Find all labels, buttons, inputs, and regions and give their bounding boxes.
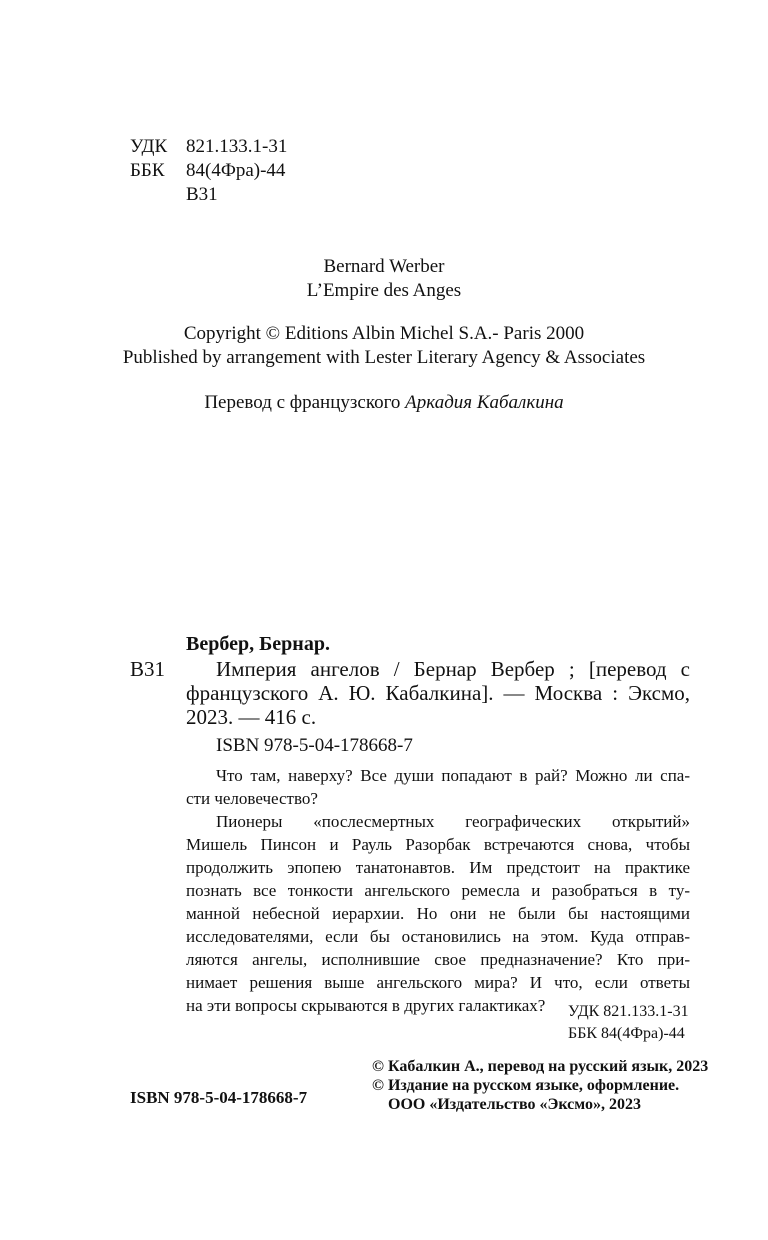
annotation-line: нимает решения выше ангельского мира? И что, если ответы <box>186 973 690 992</box>
catalog-mark: В31 <box>130 657 166 681</box>
catalog-isbn: ISBN 978-5-04-178668-7 <box>216 735 413 756</box>
annotation-line: познать все тонкости ангельского ремесла и разобраться в ту- <box>186 881 690 900</box>
annotation-line: продолжить эпопею танатонавтов. Им предстоит на практике <box>186 858 690 877</box>
catalog-entry-line: французского А. Ю. Кабалкина]. — Москва : Эксмо, <box>186 681 690 705</box>
annotation-line: сти человечество? <box>186 789 318 808</box>
annotation-line: на эти вопросы скрываются в других галактиках? <box>186 996 546 1015</box>
annotation-line: манной небесной иерархии. Но они не были бы настоящими <box>186 904 690 923</box>
bbk-label: ББК <box>130 160 165 181</box>
copyright-edition: © Издание на русском языке, оформление. <box>372 1077 680 1094</box>
annotation-line: ляются ангелы, исполнившие свое предназначение? Кто при- <box>186 950 690 969</box>
bottom-isbn: ISBN 978-5-04-178668-7 <box>130 1088 308 1107</box>
udk-label: УДК <box>130 136 168 157</box>
copyright-translation: © Кабалкин А., перевод на русский язык, 2023 <box>372 1058 709 1075</box>
published-line: Published by arrangement with Lester Literary Agency & Associates <box>122 347 646 368</box>
annotation-line: исследователями, если бы остановились на этом. Куда отправ- <box>186 927 690 946</box>
catalog-entry-line: Империя ангелов / Бернар Вербер ; [перевод с <box>216 657 690 681</box>
catalog-entry-line: 2023. — 416 с. <box>186 705 317 729</box>
copyright-publisher: ООО «Издательство «Эксмо», 2023 <box>388 1096 641 1113</box>
original-title: L’Empire des Anges <box>306 280 462 301</box>
annotation-line: Пионеры «послесмертных географических открытий» <box>216 812 690 831</box>
catalog-heading: Вербер, Бернар. <box>186 633 330 655</box>
annotation-line: Что там, наверху? Все души попадают в рай? Можно ли спа- <box>216 766 690 785</box>
bbk-value: 84(4Фра)-44 <box>186 160 286 181</box>
translation-credit <box>0 392 768 414</box>
author-mark: В31 <box>186 184 218 205</box>
original-author: Bernard Werber <box>323 256 445 277</box>
annotation-line: Мишель Пинсон и Рауль Разорбак встречаются снова, чтобы <box>186 835 690 854</box>
footer-udk: УДК 821.133.1-31 <box>568 1003 689 1020</box>
translator-name: Аркадия Кабалкина <box>405 392 564 413</box>
footer-bbk: ББК 84(4Фра)-44 <box>568 1025 685 1042</box>
udk-value: 821.133.1-31 <box>186 136 288 157</box>
translation-prefix: Перевод с французского <box>204 392 401 413</box>
copyright-line: Copyright © Editions Albin Michel S.A.- Paris 2000 <box>183 323 585 344</box>
